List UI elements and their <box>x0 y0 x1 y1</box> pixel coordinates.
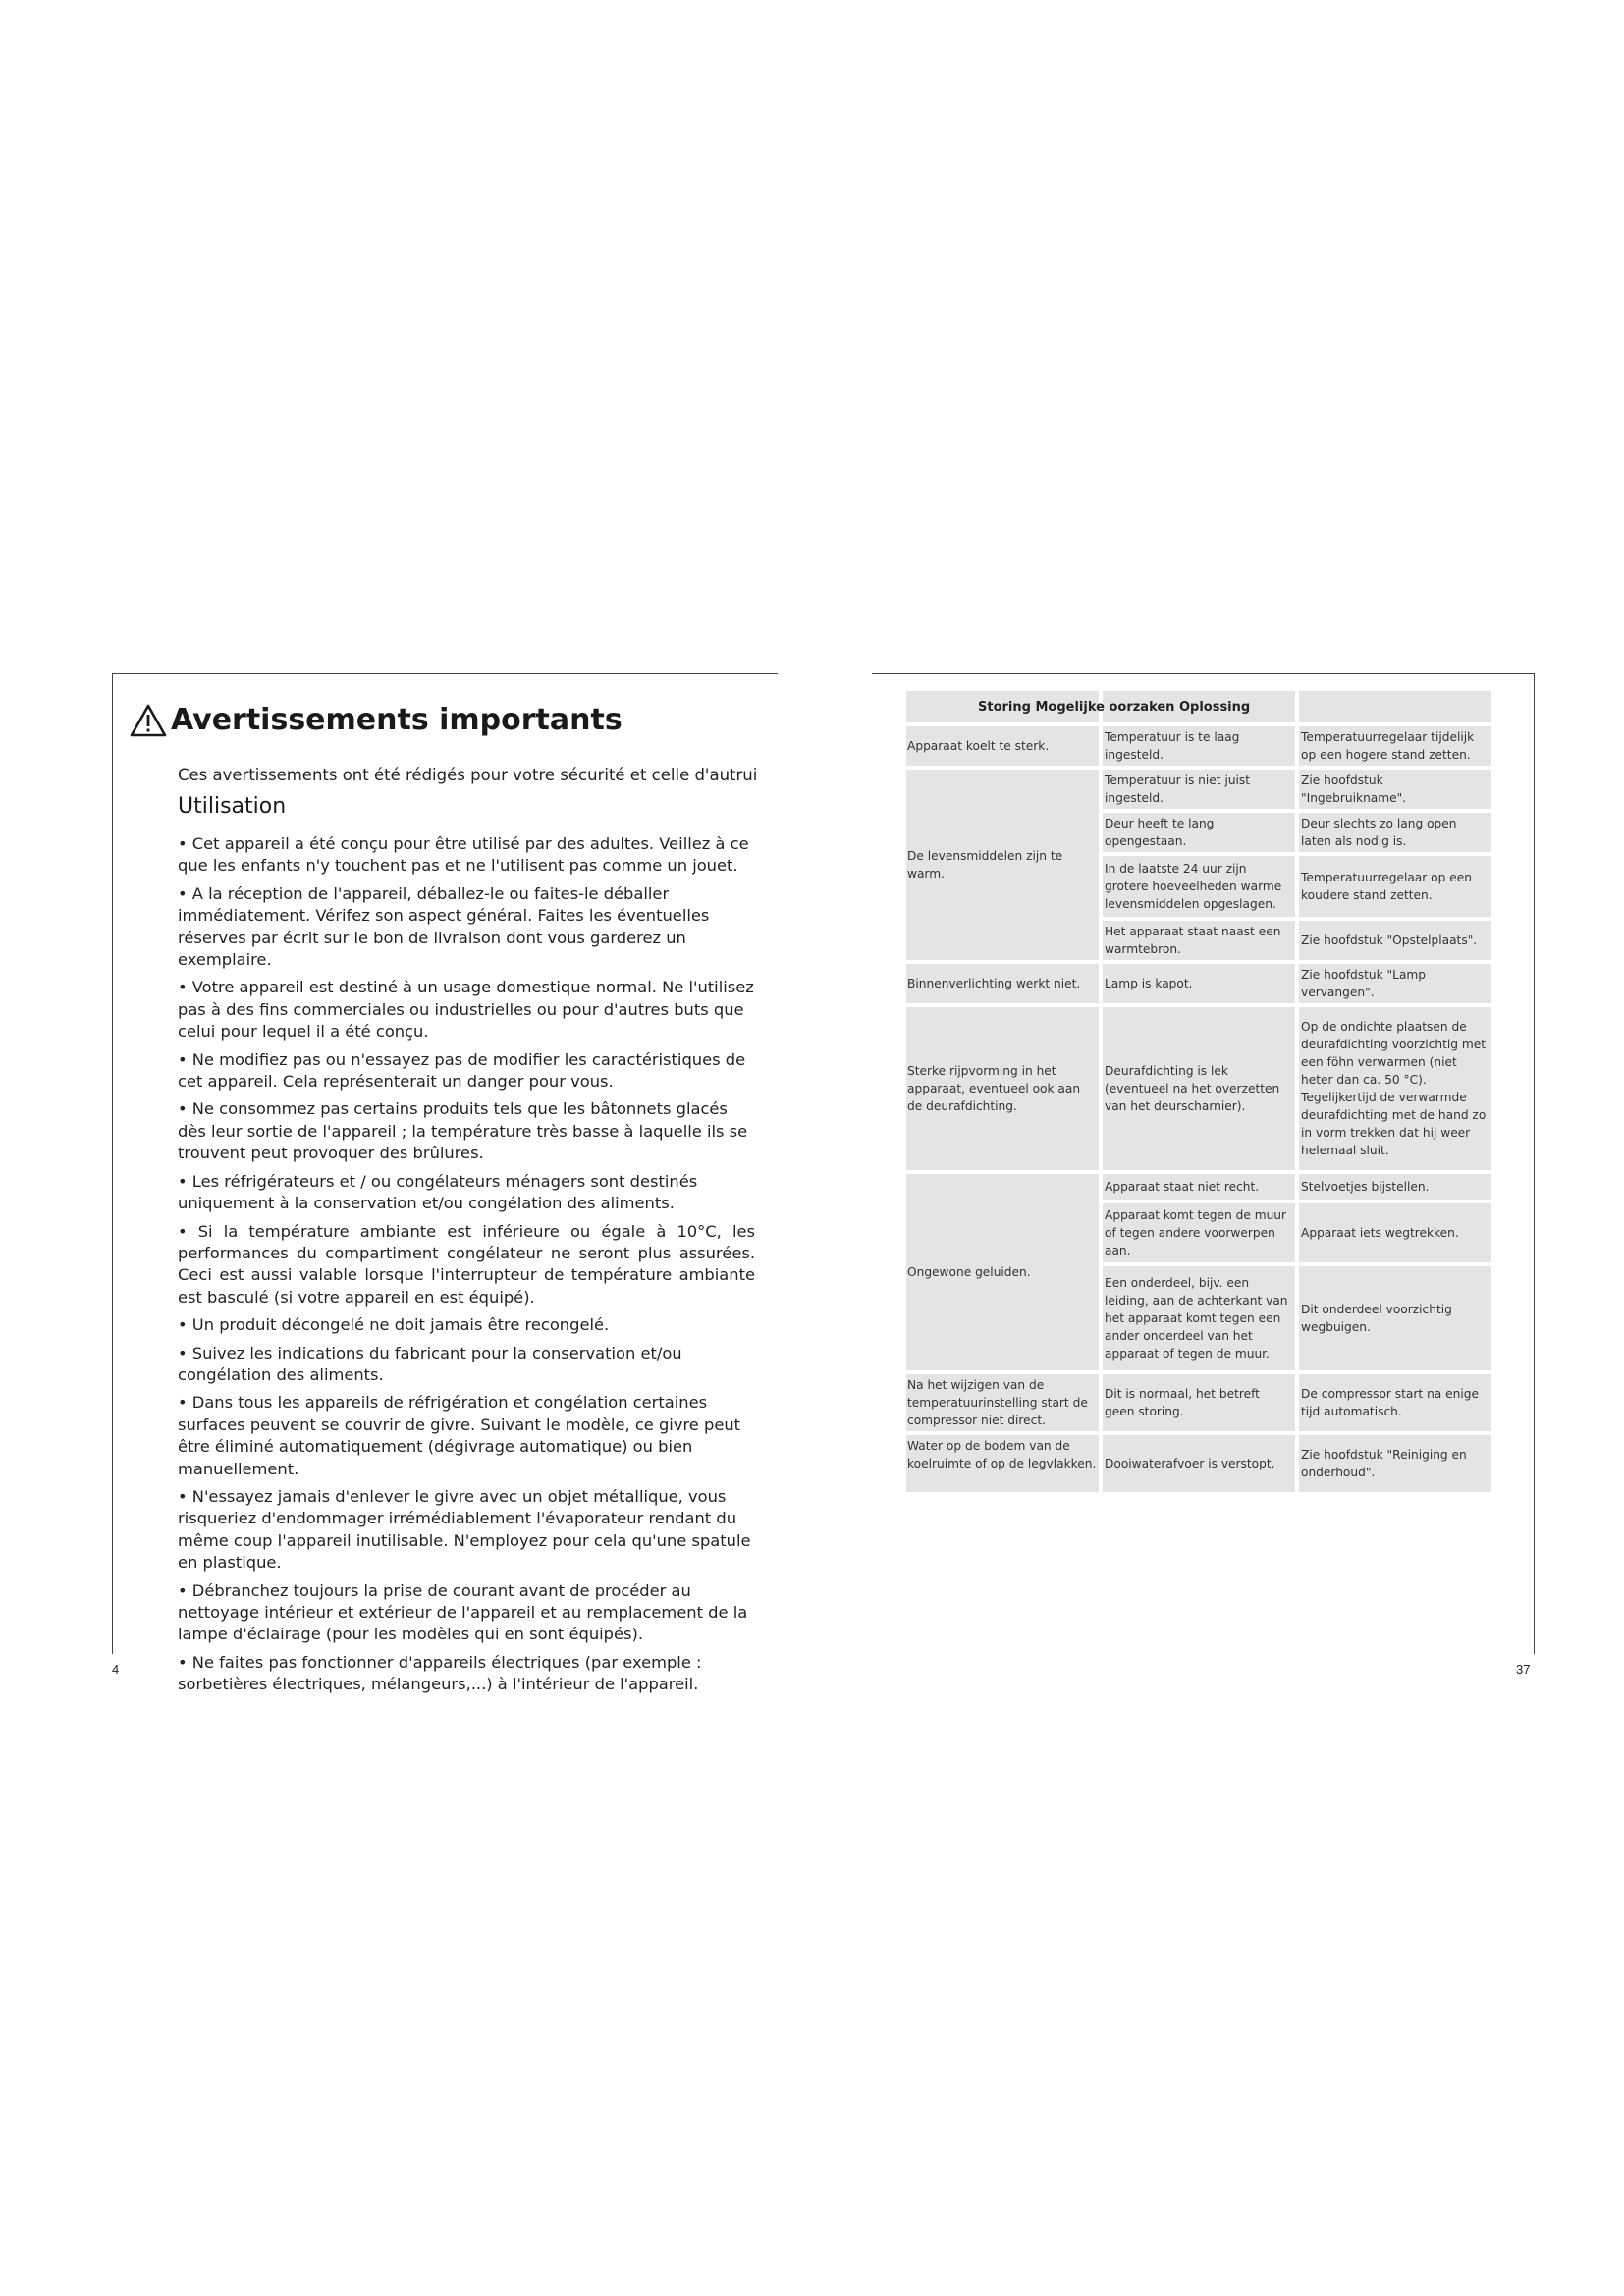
table-group <box>906 1435 1495 1492</box>
cause-cell: Temperatuur is niet juist ingesteld. <box>1103 770 1295 809</box>
table-group <box>906 1174 1495 1370</box>
storing-cell <box>906 770 1099 960</box>
cause-solution-list <box>1103 1435 1495 1492</box>
left-page-number: 4 <box>112 1662 120 1677</box>
table-row <box>1103 964 1495 1003</box>
storing-text: Ongewone geluiden. <box>907 1265 1031 1279</box>
cause-cell: Apparaat komt tegen de muur of tegen andere voorwerpen aan. <box>1103 1203 1295 1262</box>
bullet-item: • Suivez les indications du fabricant pour la conservation et/ou congélation des aliments. <box>178 1343 682 1384</box>
solution-cell: Zie hoofdstuk "Lamp vervangen". <box>1299 964 1491 1003</box>
solution-cell: Op de ondichte plaatsen de deurafdichting voorzichtig met een föhn verwarmen (niet heter dan ca. 50 °C). Tegelijkertijd de verwarmde deurafdichting met de hand zo in vorm trekken dat hij weer helemaal sluit. <box>1299 1007 1491 1170</box>
solution-cell: Temperatuurregelaar tijdelijk op een hogere stand zetten. <box>1299 726 1491 766</box>
bullet-list <box>178 833 755 1702</box>
header-cell <box>1299 691 1491 722</box>
bullet-item: • Un produit décongelé ne doit jamais être recongelé. <box>178 1315 610 1335</box>
cause-cell: Dooiwaterafvoer is verstopt. <box>1103 1435 1295 1492</box>
warning-triangle-icon <box>130 704 167 737</box>
table-header-label: Storing Mogelijke oorzaken Oplossing <box>978 700 1251 715</box>
table-group <box>906 1374 1495 1431</box>
table-row <box>1103 1266 1495 1370</box>
bullet-item: • Cet appareil a été conçu pour être utilisé par des adultes. Veillez à ce que les enfants n'y touchent pas et ne l'utilisent pas comme un jouet. <box>178 834 749 876</box>
troubleshooting-table <box>906 691 1495 1496</box>
table-row <box>1103 726 1495 766</box>
table-row <box>1103 1007 1495 1170</box>
cause-solution-list <box>1103 1007 1495 1170</box>
cause-solution-list <box>1103 1374 1495 1431</box>
cause-cell: Het apparaat staat naast een warmtebron. <box>1103 921 1295 960</box>
table-row <box>1103 1174 1495 1200</box>
table-group <box>906 770 1495 960</box>
solution-cell: Zie hoofdstuk "Ingebruikname". <box>1299 770 1491 809</box>
storing-text: Na het wijzigen van de temperatuurinstelling start de compressor niet direct. <box>907 1378 1088 1427</box>
right-page-top-rule <box>872 673 1535 674</box>
bullet-item: • Ne modifiez pas ou n'essayez pas de modifier les caractéristiques de cet appareil. Cela représenterait un danger pour vous. <box>178 1049 746 1092</box>
cause-cell: Temperatuur is te laag ingesteld. <box>1103 726 1295 766</box>
storing-text: Apparaat koelt te sterk. <box>907 739 1050 753</box>
table-group <box>906 964 1495 1003</box>
storing-text: Water op de bodem van de koelruimte of op de legvlakken. <box>907 1439 1097 1470</box>
cause-solution-list <box>1103 964 1495 1003</box>
page-title-text: Avertissements importants <box>171 703 623 737</box>
cause-cell: Deurafdichting is lek (eventueel na het overzetten van het deurscharnier). <box>1103 1007 1295 1170</box>
storing-cell <box>906 1435 1099 1492</box>
cause-cell: Dit is normaal, het betreft geen storing. <box>1103 1374 1295 1431</box>
cause-solution-list <box>1103 1174 1495 1370</box>
table-group <box>906 726 1495 766</box>
cause-cell: Een onderdeel, bijv. een leiding, aan de achterkant van het apparaat komt tegen een ander onderdeel van het apparaat of tegen de muur. <box>1103 1266 1295 1370</box>
table-row <box>1103 813 1495 852</box>
bullet-item: • Ne faites pas fonctionner d'appareils électriques (par exemple : sorbetières électriques, mélangeurs,...) à l'intérieur de l'appareil. <box>178 1652 702 1694</box>
solution-cell: Dit onderdeel voorzichtig wegbuigen. <box>1299 1266 1491 1370</box>
solution-cell: Zie hoofdstuk "Reiniging en onderhoud". <box>1299 1435 1491 1492</box>
solution-cell: Deur slechts zo lang open laten als nodig is. <box>1299 813 1491 852</box>
table-row <box>1103 921 1495 960</box>
storing-cell <box>906 964 1099 1003</box>
cause-cell: Lamp is kapot. <box>1103 964 1295 1003</box>
cause-solution-list <box>1103 726 1495 766</box>
table-row <box>1103 856 1495 917</box>
solution-cell: Zie hoofdstuk "Opstelplaats". <box>1299 921 1491 960</box>
bullet-item: • Votre appareil est destiné à un usage domestique normal. Ne l'utilisez pas à des fins commerciales ou industrielles ou pour d'autres buts que celui pour lequel il a été conçu. <box>178 978 754 1041</box>
cause-cell: Deur heeft te lang opengestaan. <box>1103 813 1295 852</box>
bullet-item: • Si la température ambiante est inférieure ou égale à 10°C, les performances du compartiment congélateur ne seront plus assurées. Ceci est aussi valable lorsque l'interrupteur de température ambiante est basculé (si votre appareil en est équipé). <box>178 1221 755 1307</box>
solution-cell: Temperatuurregelaar op een koudere stand zetten. <box>1299 856 1491 917</box>
storing-cell <box>906 726 1099 766</box>
bullet-item: • Ne consommez pas certains produits tels que les bâtonnets glacés dès leur sortie de l'appareil ; la température très basse à laquelle ils se trouvent peut provoquer des brûlures. <box>178 1099 748 1163</box>
storing-cell <box>906 1007 1099 1170</box>
storing-text: Sterke rijpvorming in het apparaat, eventueel ook aan de deurafdichting. <box>907 1064 1081 1113</box>
table-group <box>906 1007 1495 1170</box>
table-header-row <box>906 691 1495 722</box>
page-title <box>130 703 778 737</box>
cause-solution-list <box>1103 770 1495 960</box>
storing-cell <box>906 1174 1099 1370</box>
bullet-item: • A la réception de l'appareil, déballez-le ou faites-le déballer immédiatement. Vérifez son aspect général. Faites les éventuelles réserves par écrit sur le bon de livraison dont vous garderez un exemplaire. <box>178 883 710 970</box>
left-page-top-rule <box>112 673 778 674</box>
storing-text: Binnenverlichting werkt niet. <box>907 977 1081 990</box>
solution-cell: Stelvoetjes bijstellen. <box>1299 1174 1491 1200</box>
cause-cell: In de laatste 24 uur zijn grotere hoeveelheden warme levensmiddelen opgeslagen. <box>1103 856 1295 917</box>
bullet-item: • Dans tous les appareils de réfrigération et congélation certaines surfaces peuvent se couvrir de givre. Suivant le modèle, ce givre peut être éliminé automatiquement (dégivrage automatique) ou bien manuellement. <box>178 1393 741 1478</box>
bullet-item: • Les réfrigérateurs et / ou congélateurs ménagers sont destinés uniquement à la conservation et/ou congélation des aliments. <box>178 1171 698 1213</box>
storing-cell <box>906 1374 1099 1431</box>
storing-text: De levensmiddelen zijn te warm. <box>907 849 1063 881</box>
cause-cell: Apparaat staat niet recht. <box>1103 1174 1295 1200</box>
intro-text: Ces avertissements ont été rédigés pour votre sécurité et celle d'autrui <box>178 766 758 784</box>
table-row <box>1103 770 1495 809</box>
section-heading: Utilisation <box>178 794 287 819</box>
bullet-item: • N'essayez jamais d'enlever le givre avec un objet métallique, vous risqueriez d'endommager irrémédiablement l'évaporateur rendant du même coup l'appareil inutilisable. N'employez pour cela qu'une spatule en plastique. <box>178 1486 751 1573</box>
table-row <box>1103 1374 1495 1431</box>
table-row <box>1103 1435 1495 1492</box>
table-row <box>1103 1203 1495 1262</box>
left-page-left-rule <box>112 673 113 1654</box>
solution-cell: Apparaat iets wegtrekken. <box>1299 1203 1491 1262</box>
right-page-number: 37 <box>1516 1662 1531 1677</box>
solution-cell: De compressor start na enige tijd automatisch. <box>1299 1374 1491 1431</box>
right-page-right-rule <box>1534 673 1535 1654</box>
bullet-item: • Débranchez toujours la prise de courant avant de procéder au nettoyage intérieur et extérieur de l'appareil et au remplacement de la lampe d'éclairage (pour les modèles qui en sont équipés). <box>178 1580 748 1644</box>
